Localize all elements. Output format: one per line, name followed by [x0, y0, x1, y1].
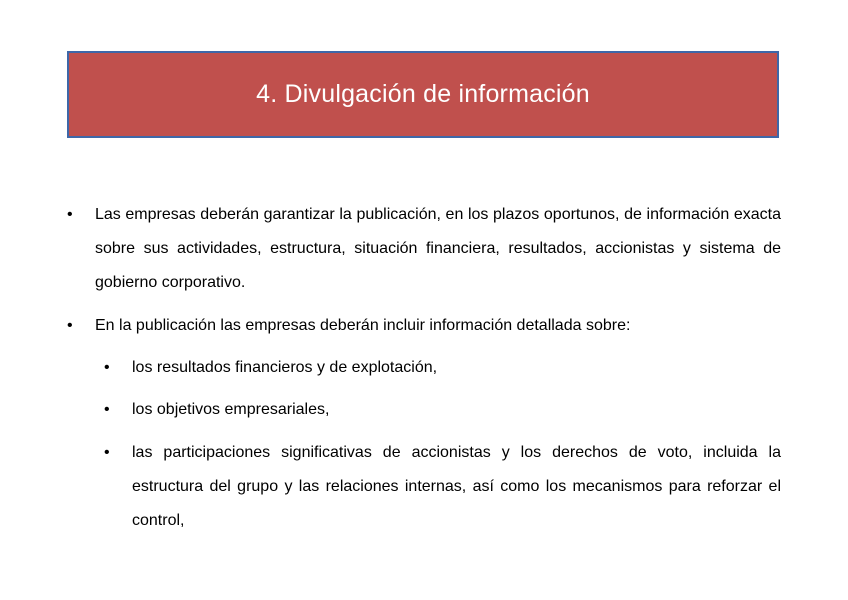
bullet-icon: •: [104, 401, 110, 418]
bullet-text: En la publicación las empresas deberán incluir información detallada sobre:: [95, 317, 631, 334]
sub-bullet-item: [104, 393, 781, 427]
bullet-text: las participaciones significativas de accionistas y los derechos de voto, incluida la estructura del grupo y las relaciones internas, así como los mecanismos para reforzar el control,: [132, 444, 781, 529]
bullet-text: los resultados financieros y de explotación,: [132, 359, 438, 376]
slide-title: 4. Divulgación de información: [256, 80, 590, 108]
bullet-icon: •: [67, 317, 73, 334]
bullet-text: los objetivos empresariales,: [132, 401, 330, 418]
bullet-icon: •: [104, 359, 110, 376]
sub-bullet-item: [104, 351, 781, 385]
bullet-item: [67, 309, 781, 343]
bullet-icon: •: [67, 206, 73, 223]
sub-bullet-item: [104, 436, 781, 538]
bullet-text: Las empresas deberán garantizar la publicación, en los plazos oportunos, de información exacta sobre sus actividades, estructura, situación financiera, resultados, accionistas y sistema de gobierno corporativo.: [95, 206, 781, 291]
bullet-icon: •: [104, 444, 110, 461]
bullet-item: [67, 198, 781, 300]
